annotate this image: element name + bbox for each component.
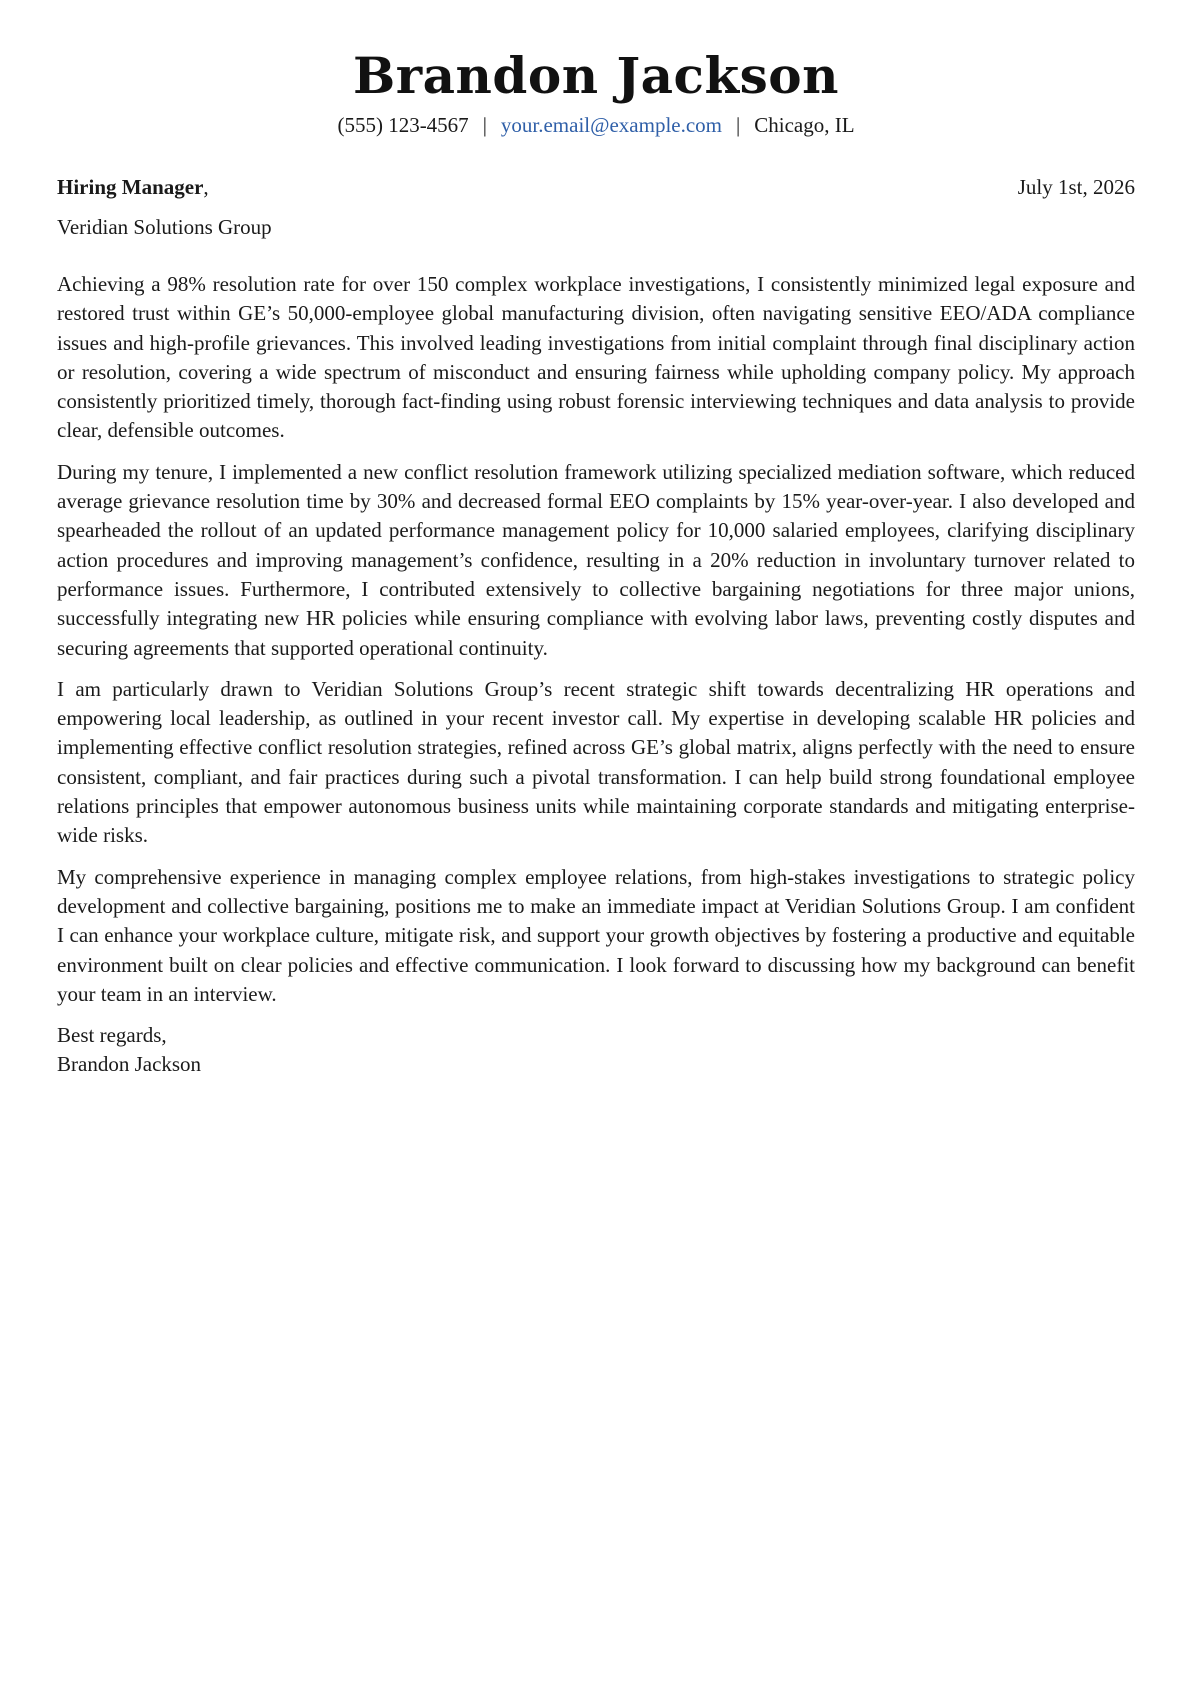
contact-separator: | bbox=[482, 113, 487, 137]
cover-letter-page bbox=[57, 0, 1135, 1080]
applicant-name: Brandon Jackson bbox=[353, 46, 839, 105]
letter-body bbox=[57, 270, 1135, 1009]
body-paragraph: I am particularly drawn to Veridian Solutions Group’s recent strategic shift towards decentralizing HR operations and empowering local leadership, as outlined in your recent investor call. My expertise in developing scalable HR policies and implementing effective conflict resolution strategies, refined across GE’s global matrix, aligns perfectly with the need to ensure consistent, compliant, and fair practices during such a pivotal transformation. I can help build strong foundational employee relations principles that empower autonomous business units while maintaining corporate standards and mitigating enterprise-wide risks. bbox=[57, 676, 1135, 848]
letter-date: July 1st, 2026 bbox=[1017, 175, 1135, 199]
recipient-title: Hiring Manager bbox=[57, 175, 204, 199]
email-link[interactable]: your.email@example.com bbox=[500, 113, 723, 137]
body-paragraph: My comprehensive experience in managing complex employee relations, from high-stakes investigations to strategic policy development and collective bargaining, positions me to make an immediate impact at Veridian Solutions Group. I am confident I can enhance your workplace culture, mitigate risk, and support your growth objectives by fostering a productive and equitable environment built on clear policies and effective communication. I look forward to discussing how my background can benefit your team in an interview. bbox=[57, 864, 1135, 1006]
letter-closing bbox=[57, 1021, 1135, 1080]
recipient-date-row bbox=[57, 172, 1135, 202]
phone-number: (555) 123-4567 bbox=[337, 113, 469, 137]
location: Chicago, IL bbox=[754, 113, 855, 137]
signature-name: Brandon Jackson bbox=[57, 1052, 202, 1077]
recipient-line bbox=[57, 172, 209, 202]
body-paragraph: Achieving a 98% resolution rate for over 150 complex workplace investigations, I consistently minimized legal exposure and restored trust within GE’s 50,000-employee global manufacturing division, often navigating sensitive EEO/ADA compliance issues and high-profile grievances. This involved leading investigations from initial complaint through final disciplinary action or resolution, covering a wide spectrum of misconduct and ensuring fairness while upholding company policy. My approach consistently prioritized timely, thorough fact-finding using robust forensic interviewing techniques and data analysis to provide clear, defensible outcomes. bbox=[57, 272, 1135, 443]
contact-separator: | bbox=[736, 113, 741, 137]
body-paragraph: During my tenure, I implemented a new conflict resolution framework utilizing specialized mediation software, which reduced average grievance resolution time by 30% and decreased formal EEO complaints by 15% year-over-year. I also developed and spearheaded the rollout of an updated performance management policy for 10,000 salaried employees, clarifying disciplinary action procedures and improving management’s confidence, resulting in a 20% reduction in involuntary turnover related to performance issues. Furthermore, I contributed extensively to collective bargaining negotiations for three major unions, successfully integrating new HR policies while ensuring compliance with evolving labor laws, preventing costly disputes and securing agreements that supported operational continuity. bbox=[57, 459, 1135, 660]
contact-line bbox=[57, 110, 1135, 140]
recipient-title-suffix: , bbox=[203, 175, 209, 199]
closing-salutation: Best regards, bbox=[57, 1023, 167, 1048]
recipient-company: Veridian Solutions Group bbox=[57, 215, 272, 239]
